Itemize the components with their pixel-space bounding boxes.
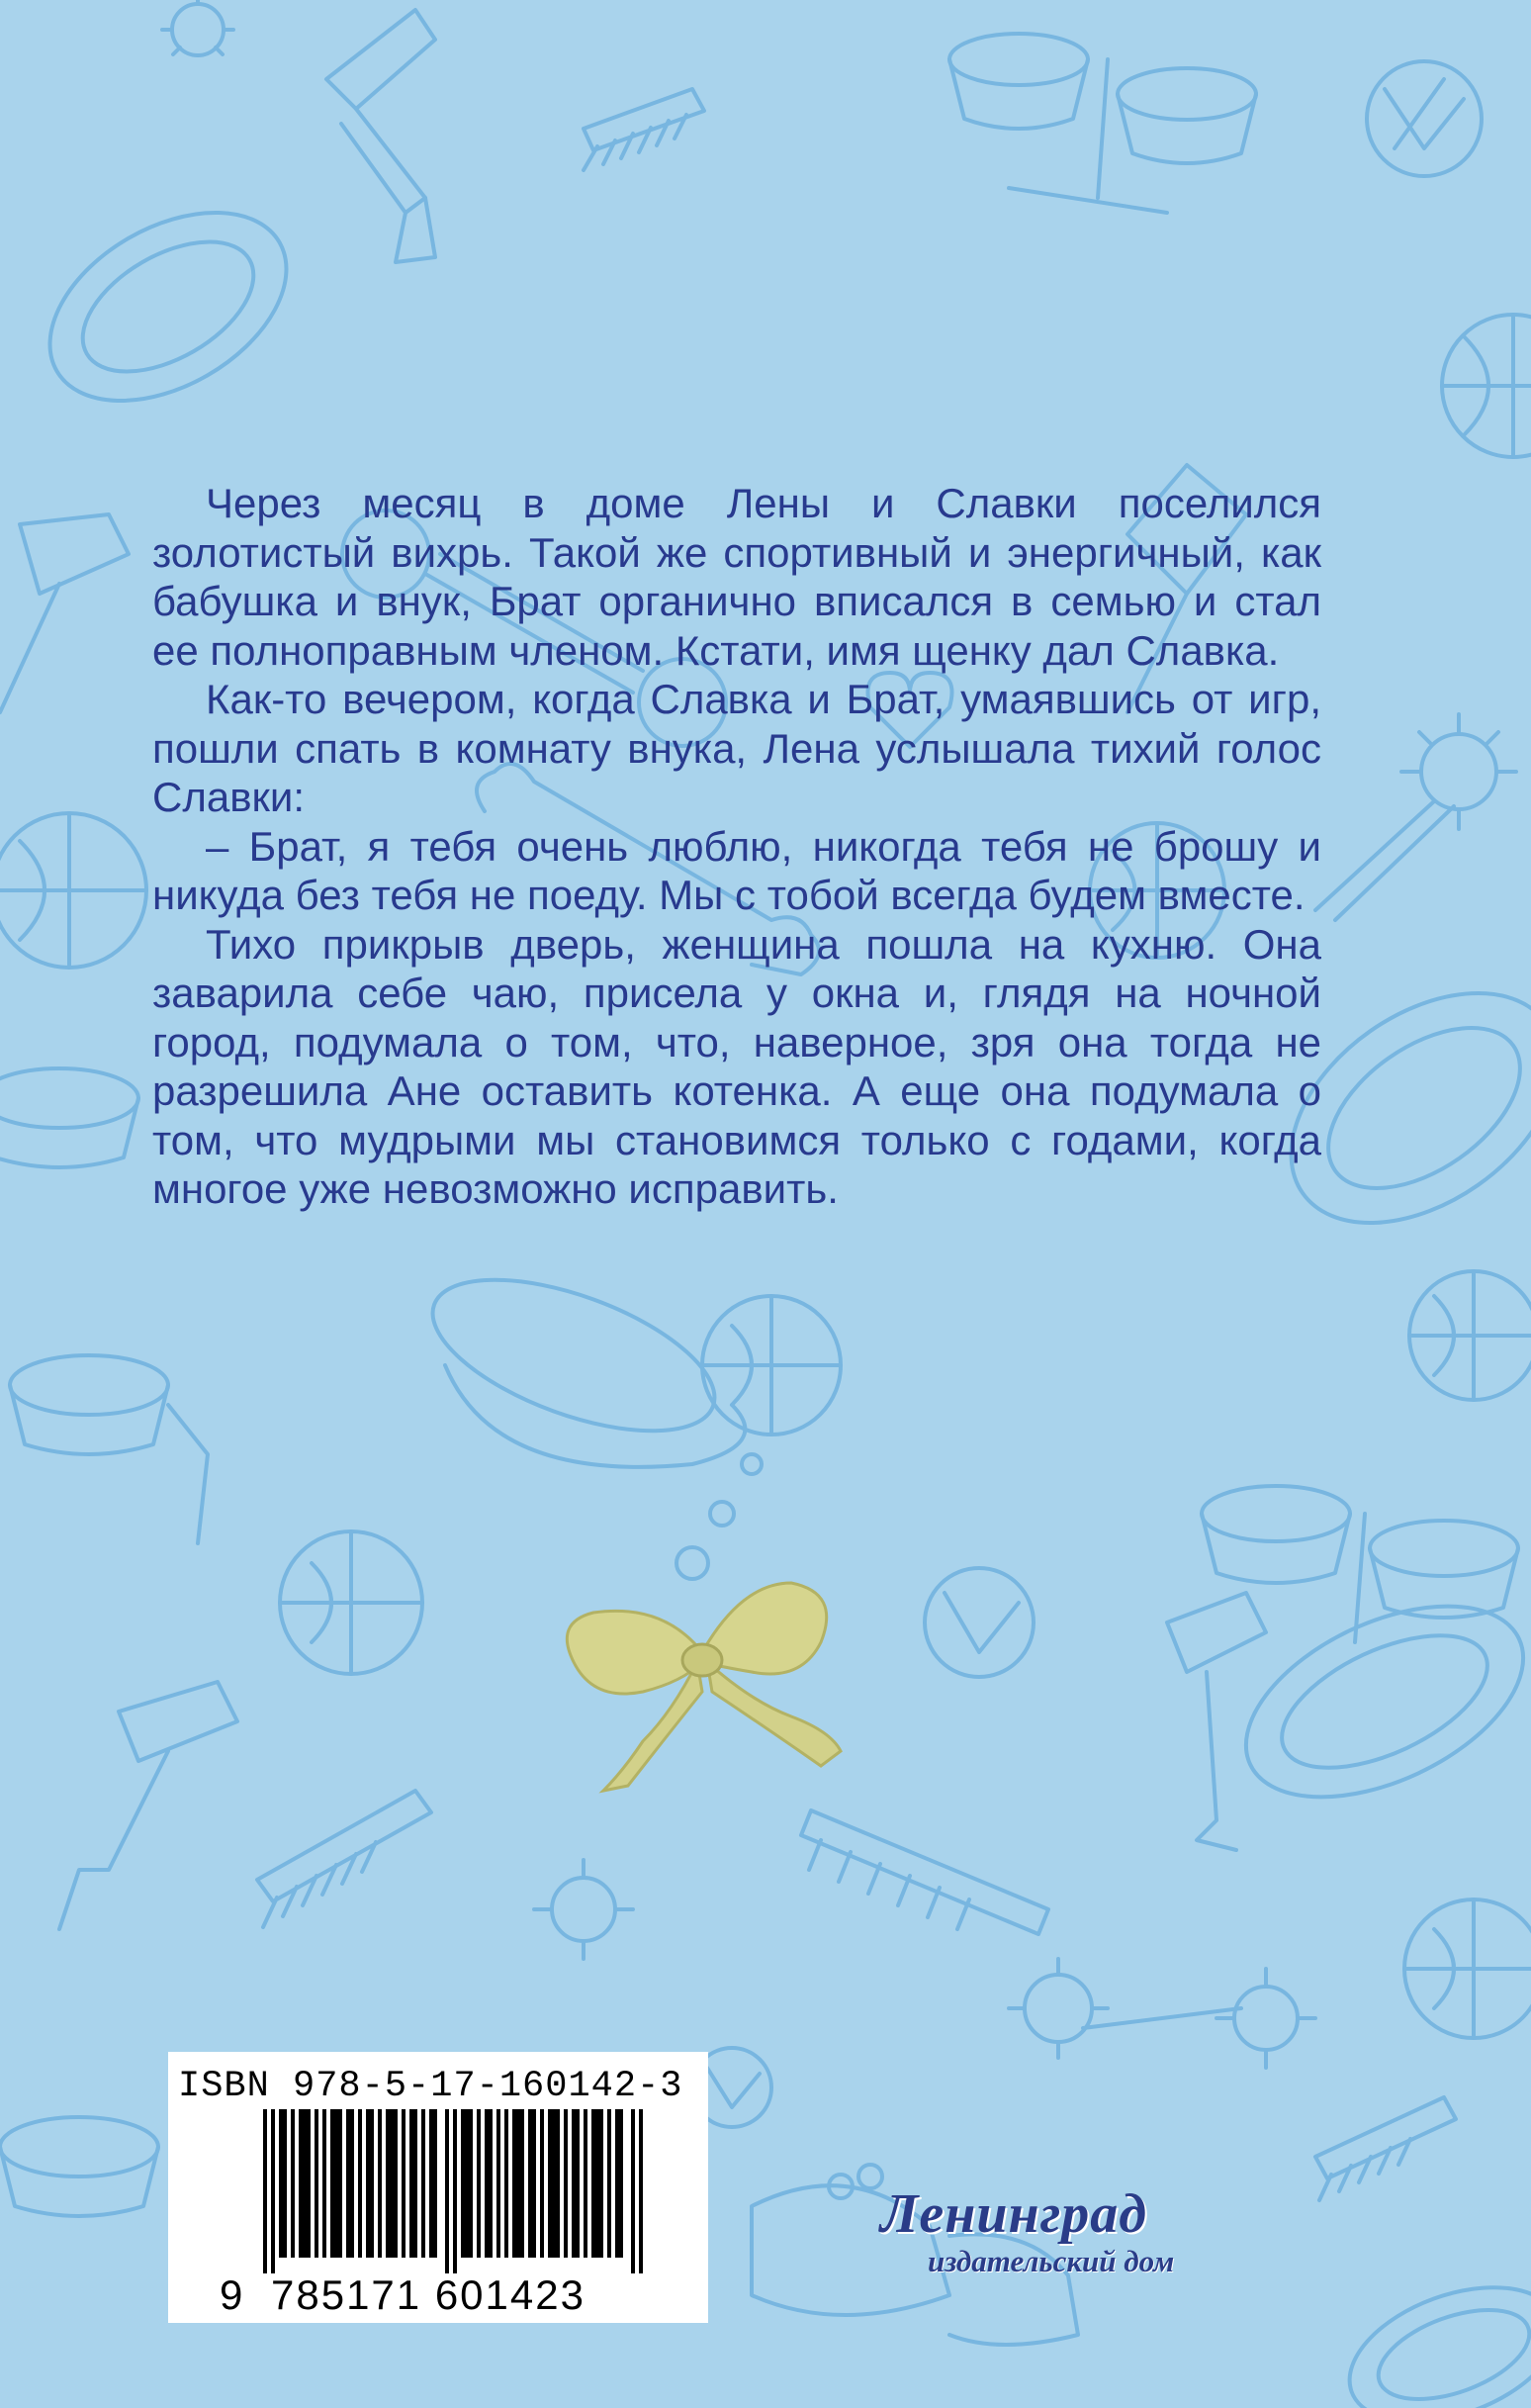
basketball-icon (1404, 1899, 1531, 2038)
bowl-icon (0, 2117, 158, 2216)
bowl-icon (1202, 1486, 1518, 1642)
isbn-number: ISBN 978-5-17-160142-3 (178, 2066, 683, 2107)
publisher-name: Ленинград (880, 2183, 1148, 2245)
spiky-toy-icon (1315, 714, 1516, 920)
basketball-icon (0, 813, 146, 968)
publisher-logo (880, 2182, 1256, 2291)
bowl-icon (10, 1355, 208, 1543)
basketball-icon (1409, 1271, 1531, 1400)
bowl-icon (0, 1068, 138, 1167)
comb-icon (1315, 2097, 1456, 2200)
ean-digits: 785171 601423 (271, 2271, 585, 2318)
comb-icon (801, 1810, 1048, 1934)
ball-icon (925, 1568, 1034, 1677)
paragraph: – Брат, я тебя очень люблю, никогда тебя не брошу и никуда без тебя не поеду. Мы с тобой всегда будем вместе. (152, 822, 1321, 918)
frisbee-icon (1216, 1567, 1531, 1836)
publisher-subtitle: издательский дом (928, 2244, 1175, 2278)
spiky-toy-icon (162, 0, 233, 55)
spiky-toy-icon (534, 1860, 1315, 2068)
paragraph: Тихо прикрыв дверь, женщина пошла на кухню. Она заварила себе чаю, присела у окна и, глядя на ночной город, подумала о том, что, наверное, зря она тогда не разрешила Ане оставить котенка. А еще она подумала о том, что мудрыми мы становимся только с годами, когда многое уже невозможно исправить. (152, 920, 1321, 1212)
basketball-icon (702, 1296, 841, 1435)
basketball-icon (280, 1531, 422, 1674)
bowl-icon (949, 34, 1256, 213)
isbn-barcode-block (168, 2052, 708, 2323)
hair-dryer-icon (0, 514, 129, 712)
comb-icon (257, 1791, 431, 1927)
basketball-icon (1442, 315, 1531, 457)
barcode (263, 2109, 643, 2273)
bow-icon (554, 1543, 851, 1801)
hair-dryer-icon (59, 1682, 237, 1929)
paragraph: Как-то вечером, когда Славка и Брат, умаявшись от игр, пошли спать в комнату внука, Лена услышала тихий голос Славки: (152, 676, 1321, 820)
ean-first-digit: 9 (220, 2271, 243, 2318)
hair-dryer-icon (326, 10, 435, 262)
story-text (152, 479, 1321, 1214)
ball-icon (1367, 61, 1482, 176)
collar-icon (414, 1249, 762, 1579)
frisbee-icon (1331, 2262, 1531, 2408)
comb-icon (584, 89, 704, 170)
paragraph: Через месяц в доме Лены и Славки поселился золотистый вихрь. Такой же спортивный и энергичный, как бабушка и внук, Брат органично вписался в семью и стал ее полноправным членом. Кстати, имя щенку дал Славка. (152, 480, 1321, 674)
frisbee-icon (17, 174, 318, 440)
